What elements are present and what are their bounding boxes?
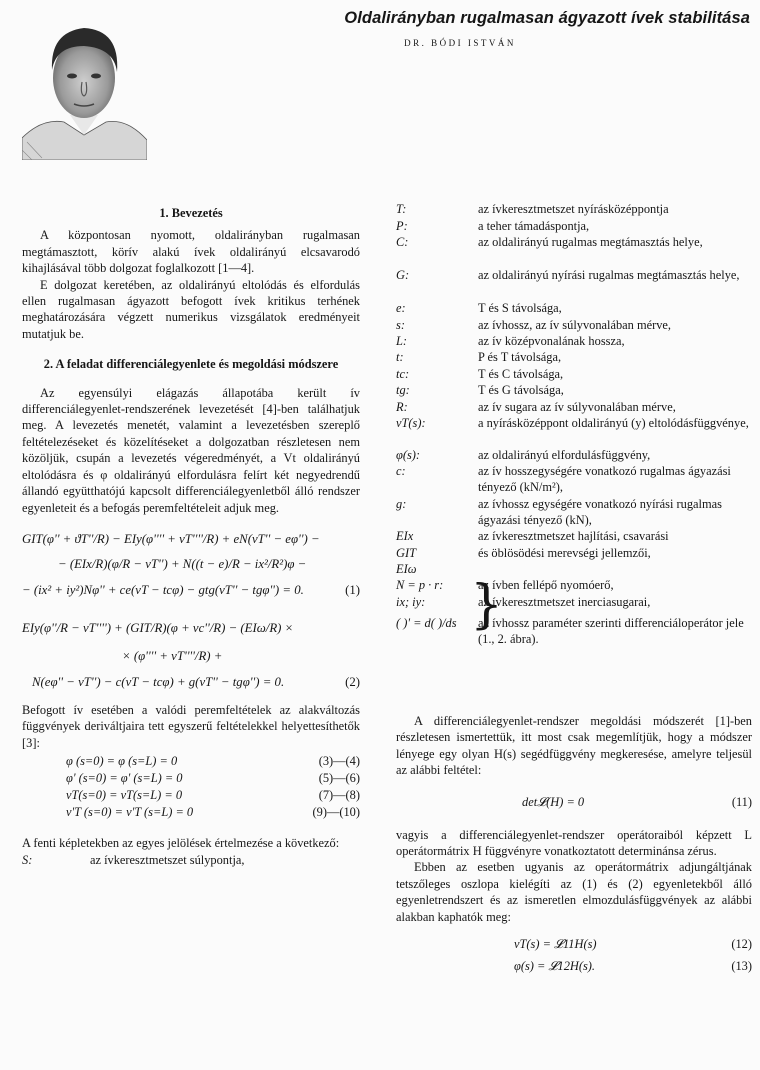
definition-text: T és C távolsága,: [478, 367, 564, 381]
boundary-condition-number: (7)—(8): [318, 788, 360, 803]
section-2-heading: 2. A feladat differenciálegyenlete és megoldási módszere: [43, 357, 339, 372]
right-paragraph-2: vagyis a differenciálegyenlet-rendszer operátoraiból képzett L operátormátrix H függvényre vonatkoztatott determinánsa zérus.: [396, 827, 752, 859]
right-paragraph-1: A differenciálegyenlet-rendszer megoldási módszerét [1]-ben részletesen ismertettük, itt most csak megemlítjük, hogy a módszer lényege egy olyan H(s) segédfüggvény megkeresése, amelyre teljesül az alábbi feltétel:: [396, 714, 752, 778]
definition-text: az ívhossz paraméter szerinti differenciáloperátor jele (1., 2. ábra).: [478, 616, 744, 647]
section-1-heading: 1. Bevezetés: [159, 206, 223, 220]
equation-11-number: (11): [731, 794, 752, 809]
sec1-paragraph-2: E dolgozat keretében, az oldalirányú eltolódás és elfordulás ellen rugalmasan ágyazott befogott ívek kritikus terhének meghatározására végzett numerikus vizsgálatok eredményeit mutatjuk be.: [22, 277, 360, 341]
equation-12: [396, 933, 752, 955]
equation-2-line-1: EIy(φ''/R − vT'''') + (GIT/R)(φ + vc''/R) − (EIω/R) ×: [22, 620, 294, 635]
boundary-conditions: [22, 753, 360, 821]
definition-text: az ívkeresztmetszet hajlítási, csavarási: [478, 529, 669, 543]
definition-text: az ívkeresztmetszet inerciasugarai,: [478, 595, 651, 609]
definition-symbol: C:: [396, 235, 409, 249]
definition-symbol: g:: [396, 497, 407, 511]
boundary-condition-number: (9)—(10): [312, 805, 360, 820]
definition-symbol: EIω: [396, 562, 417, 576]
equation-13-number: (13): [731, 959, 752, 974]
definition-symbol: GIT: [396, 546, 416, 560]
boundary-condition: φ' (s=0) = φ' (s=L) = 0: [66, 771, 183, 786]
definition-symbol: s:: [396, 318, 405, 332]
definition-symbol: L:: [396, 334, 408, 348]
definition-symbol: G:: [396, 268, 410, 282]
definition-text: és öblösödési merevségi jellemzői,: [478, 546, 651, 560]
equation-2-line-2: × (φ'''' + vT''''/R) +: [122, 648, 223, 663]
boundary-condition-row: [22, 787, 360, 804]
author: DR. BÓDI ISTVÁN: [404, 38, 516, 48]
definition-text: P és T távolsága,: [478, 350, 562, 364]
equation-1-number: (1): [345, 582, 360, 597]
boundary-condition-number: (5)—(6): [318, 771, 360, 786]
equation-2-line-3: [22, 670, 360, 694]
definition-symbol: ( )' = d( )/ds: [396, 616, 457, 630]
equation-1-line-3: [22, 578, 360, 602]
article-title: Oldalirányban rugalmasan ágyazott ívek stabilitása: [344, 9, 750, 27]
sec2-paragraph-1: Az egyensúlyi elágazás állapotába került ív differenciálegyenlet-rendszerének levezetését [4]-ben találhatjuk meg. A levezetés menetét, valamint a levezetésben szereplő feltételezéseket és közelítéseket a dolgozatban részletesen nem közöljük, csupán a levezetés végeredményét, a Vt oldalirányú eltolódásra és φ oldalirányú elfordulásra felírt két negyedrendű állandó együtthatójú kapcsolt differenciálegyenletből álló rendszer egyenleteit és a befogás peremfeltételeit adjuk meg.: [22, 385, 360, 515]
equation-13: [396, 955, 752, 977]
definition-s: [22, 852, 360, 869]
left-column: [22, 205, 360, 869]
right-paragraph-3: Ebben az esetben ugyanis az operátormátrix adjungáltjának tetszőleges oszlopa kielégíti az (1) és (2) egyenletekből álló egyenletrendszert és az ismeretlen elmozdulásfüggvények az alábbi alakban kaphatók meg:: [396, 860, 752, 924]
definition-symbol: tg:: [396, 383, 410, 397]
boundary-condition-row: [22, 804, 360, 821]
boundary-condition: φ (s=0) = φ (s=L) = 0: [66, 754, 178, 769]
equation-2-line-3-text: N(eφ'' − vT'') − c(vT − tcφ) + g(vT'' − tgφ'') = 0.: [32, 674, 285, 689]
def-text-s: az ívkeresztmetszet súlypontja,: [90, 852, 245, 867]
definition-symbol: ix; iy:: [396, 595, 426, 609]
equation-1-line-2: − (EIx/R)(φ/R − vT'') + N((t − e)/R − ix²/R²)φ −: [58, 556, 307, 571]
sec1-paragraph-1: A központosan nyomott, oldalirányban rugalmasan megtámasztott, körív alakú ívek oldalirányú elcsavarodó kihajlásával több dolgozat foglalkozott [1—4].: [22, 228, 360, 276]
definition-symbol: c:: [396, 464, 406, 478]
definition-text: az ív hosszegységére vonatkozó rugalmas ágyazási tényező (kN/m²),: [478, 464, 731, 495]
def-symbol-s: S:: [22, 852, 33, 867]
equation-2-number: (2): [345, 674, 360, 689]
definition-text: az ív középvonalának hossza,: [478, 334, 625, 348]
boundary-condition-row: [22, 770, 360, 787]
definition-text: az ív sugara az ív súlyvonalában mérve,: [478, 400, 676, 414]
definition-text: az oldalirányú elfordulásfüggvény,: [478, 448, 651, 462]
definition-text: az ívkeresztmetszet nyírásközéppontja: [478, 202, 669, 216]
definition-symbol: N = p · r:: [396, 578, 444, 592]
definition-text: T és G távolsága,: [478, 383, 564, 397]
definition-text: az oldalirányú rugalmas megtámasztás helye,: [478, 235, 703, 249]
definition-symbol: vT(s):: [396, 416, 426, 430]
equation-11: [396, 783, 752, 821]
definition-symbol: φ(s):: [396, 448, 421, 462]
definition-text: az ívhossz egységére vonatkozó nyírási rugalmas ágyazási tényező (kN),: [478, 497, 722, 528]
equation-11-text: det𝓛(H) = 0: [522, 794, 585, 809]
definition-symbol: e:: [396, 301, 406, 315]
definitions-list: [396, 201, 752, 711]
definition-symbol: EIx: [396, 529, 414, 543]
equation-12-text: vT(s) = 𝓛11H(s): [514, 937, 597, 952]
definition-symbol: t:: [396, 350, 404, 364]
equation-1-line-1: GIT(φ'' + ϑT''/R) − EIy(φ'''' + vT''''/R) + eN(vT'' − eφ'') −: [22, 531, 320, 546]
equation-1-line-3-text: − (ix² + iy²)Nφ'' + ce(vT − tcφ) − gtg(vT'' − tgφ'') = 0.: [22, 582, 304, 597]
definition-text: a nyírásközéppont oldalirányú (y) eltolódásfüggvénye,: [478, 416, 749, 430]
definition-text: az ívben fellépő nyomóerő,: [478, 578, 614, 592]
equation-13-text: φ(s) = 𝓛12H(s).: [514, 959, 596, 974]
sec2-paragraph-2: Befogott ív esetében a valódi peremfeltételek az alakváltozás függvények deriváltjaira tett egyszerű feltételekkel helyettesíthetők [3]:: [22, 702, 360, 750]
boundary-condition: vT(s=0) = vT(s=L) = 0: [66, 788, 183, 803]
definition-symbol: P:: [396, 218, 408, 233]
definition-text: a teher támadáspontja,: [478, 218, 590, 233]
sec2-paragraph-3: A fenti képletekben az egyes jelölések értelmezése a következő:: [22, 836, 340, 851]
boundary-condition-row: [22, 753, 360, 770]
boundary-condition: v'T (s=0) = v'T (s=L) = 0: [66, 805, 194, 820]
definition-symbol: tc:: [396, 367, 410, 381]
definition-text: T és S távolsága,: [478, 301, 562, 315]
brace-symbol: }: [470, 575, 504, 635]
right-column: [396, 201, 752, 977]
definition-text: az oldalirányú nyírási rugalmas megtámasztás helye,: [478, 268, 740, 282]
definition-text: az ívhossz, az ív súlyvonalában mérve,: [478, 318, 672, 332]
definition-symbol: R:: [396, 400, 408, 414]
definition-symbol: T:: [396, 202, 407, 216]
boundary-condition-number: (3)—(4): [318, 754, 360, 769]
equation-12-number: (12): [731, 937, 752, 952]
author-portrait: [22, 10, 147, 160]
